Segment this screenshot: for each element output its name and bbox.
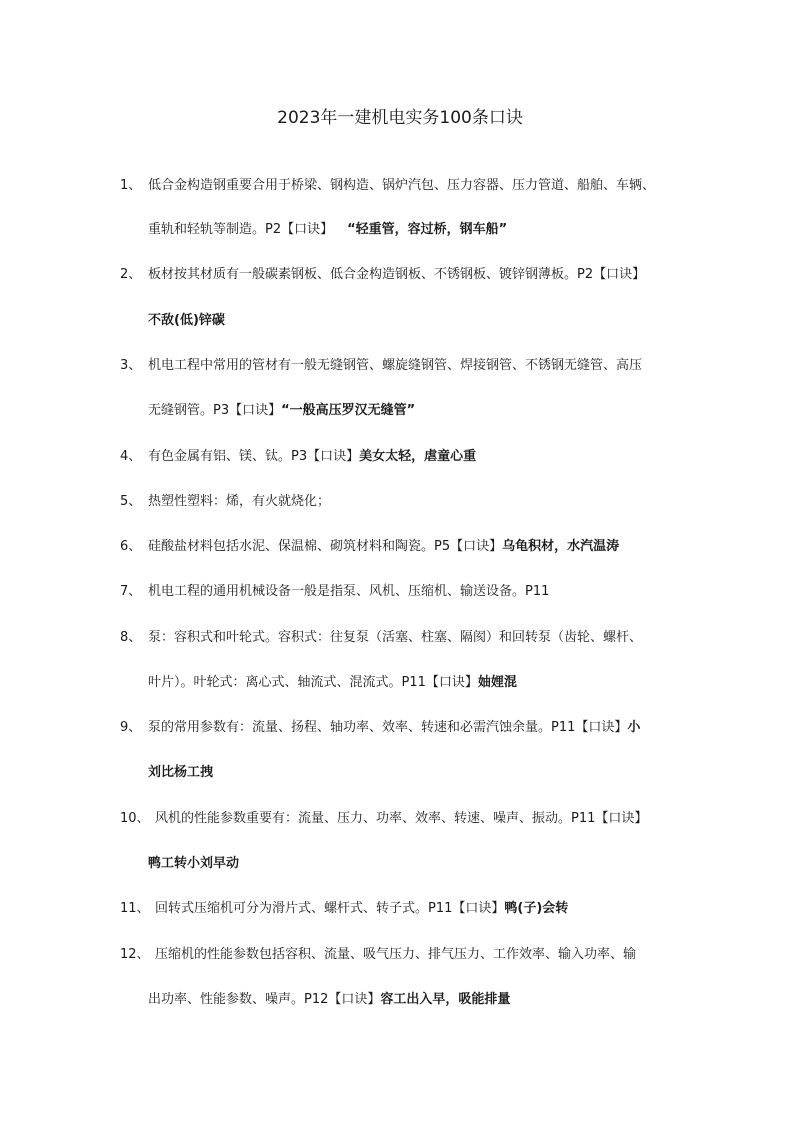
- item-text: 硅酸盐材料包括水泥、保温棉、砌筑材料和陶瓷。P5【口诀】: [148, 539, 503, 554]
- document-title: 2023年一建机电实务100条口诀: [277, 108, 523, 128]
- item-number: 11、: [120, 901, 150, 916]
- item-text: 板材按其材质有一般碳素钢板、低合金构造钢板、不锈钢板、镀锌钢薄板。P2【口诀】: [148, 267, 646, 282]
- mnemonic: 容工出入早，吸能排量: [380, 992, 511, 1007]
- mnemonic: 刘比杨工拽: [148, 765, 214, 780]
- item-text: 压缩机的性能参数包括容积、流量、吸气压力、排气压力、工作效率、输入功率、输: [155, 947, 637, 962]
- item-text: 泵的常用参数有：流量、扬程、轴功率、效率、转速和必需汽蚀余量。P11【口诀】: [148, 720, 628, 735]
- mnemonic: 鸭工转小刘早动: [148, 856, 240, 871]
- item-text: 风机的性能参数重要有：流量、压力、功率、效率、转速、噪声、振动。P11【口诀】: [155, 811, 648, 826]
- item-text: 回转式压缩机可分为滑片式、螺杆式、转子式。P11【口诀】: [155, 901, 505, 916]
- item-number: 9、: [120, 720, 142, 735]
- item-number: 4、: [120, 449, 142, 464]
- mnemonic: 美女太轻，虐童心重: [359, 449, 477, 464]
- mnemonic: 乌龟积材，水汽温涛: [502, 539, 620, 554]
- mnemonic-part: 小: [627, 720, 641, 735]
- item-text: 有色金属有铝、镁、钛。P3【口诀】: [148, 449, 360, 464]
- item-text: 出功率、性能参数、噪声。P12【口诀】: [148, 992, 381, 1007]
- mnemonic: 不敌(低)锌碳: [148, 313, 225, 328]
- item-number: 5、: [120, 494, 142, 509]
- mnemonic: “一般高压罗汉无缝管”: [281, 403, 416, 418]
- mnemonic: 妯娌混: [477, 675, 517, 690]
- item-number: 12、: [120, 947, 150, 962]
- item-text: 无缝钢管。P3【口诀】: [148, 403, 282, 418]
- mnemonic: 鸭(子)会转: [504, 901, 569, 916]
- item-number: 10、: [120, 811, 150, 826]
- item-number: 8、: [120, 630, 142, 645]
- item-text: 叶片）。叶轮式：离心式、轴流式、混流式。P11【口诀】: [148, 675, 478, 690]
- item-text: 重轨和轻轨等制造。P2【口诀】: [148, 222, 334, 237]
- item-text: 机电工程的通用机械设备一般是指泵、风机、压缩机、输送设备。P11: [148, 584, 550, 599]
- item-number: 6、: [120, 539, 142, 554]
- item-number: 3、: [120, 358, 142, 373]
- item-text: 机电工程中常用的管材有一般无缝钢管、螺旋缝钢管、焊接钢管、不锈钢无缝管、高压: [148, 358, 643, 373]
- item-text: 泵：容积式和叶轮式。容积式：往复泵（活塞、柱塞、隔阂）和回转泵（齿轮、螺杆、: [148, 630, 643, 645]
- item-number: 7、: [120, 584, 142, 599]
- item-text: 低合金构造钢重要合用于桥梁、钢构造、锅炉汽包、压力容器、压力管道、船舶、车辆、: [148, 178, 656, 193]
- item-number: 2、: [120, 267, 142, 282]
- mnemonic: “轻重管，容过桥，钢车船”: [347, 222, 508, 237]
- item-number: 1、: [120, 178, 142, 193]
- item-text: 热塑性塑料：烯，有火就烧化；: [148, 494, 331, 509]
